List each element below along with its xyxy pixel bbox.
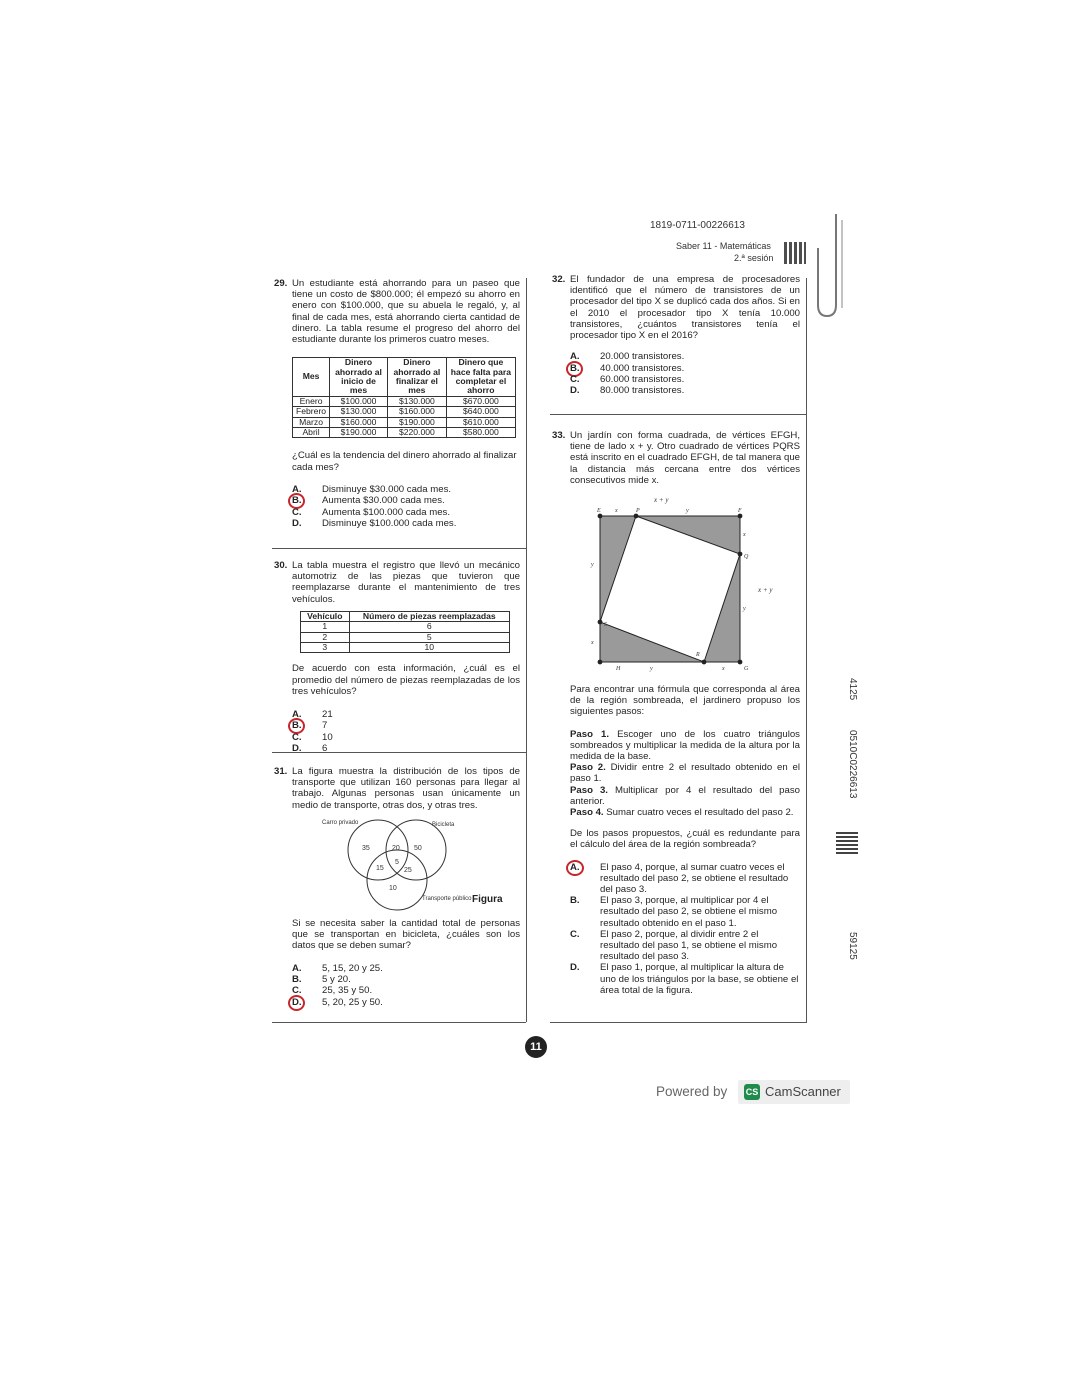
step-item: Paso 4. Sumar cuatro veces el resultado del paso 2.	[570, 807, 794, 819]
step-item: Paso 1. Escoger uno de los cuatro triángulos sombreados y multiplicar la medida de la altura por la medida de la base.	[570, 728, 800, 763]
divider-29-30	[272, 548, 526, 549]
subject-label: Saber 11 - Matemáticas	[676, 241, 771, 251]
table-cell: $610.000	[446, 417, 515, 427]
vertex-label-g: G	[744, 666, 749, 672]
parts-table	[300, 611, 510, 654]
table-header: Vehículo	[301, 611, 350, 621]
venn-label-public: Transporte público	[422, 896, 472, 902]
camscanner-logo-text: CS	[745, 1087, 759, 1097]
step-item: Paso 2. Dividir entre 2 el resultado obtenido en el paso 1.	[570, 762, 800, 785]
option-d[interactable]: D. 6	[292, 743, 328, 755]
question-number: 32.	[552, 274, 566, 285]
powered-by-label: Powered by	[656, 1084, 728, 1099]
table-cell: Febrero	[293, 407, 330, 417]
question-number: 30.	[274, 560, 288, 571]
side-code-bottom: 59125	[847, 932, 858, 960]
page-number-label: 11	[530, 1041, 542, 1053]
question-30	[274, 560, 520, 755]
table-cell: $190.000	[387, 417, 446, 427]
options-list	[570, 862, 800, 996]
left-column-border	[526, 278, 527, 1022]
vertex-label-e: E	[597, 508, 601, 514]
question-number: 33.	[552, 430, 566, 441]
table-cell: $220.000	[387, 428, 446, 438]
divider-bottom-right	[550, 1022, 806, 1023]
option-a[interactable]: A. 5, 15, 20 y 25.	[292, 962, 383, 974]
options-list	[570, 351, 800, 397]
square-garden-figure	[584, 492, 784, 676]
option-b[interactable]: B. 5 y 20.	[292, 974, 351, 985]
header-qr-icon	[784, 242, 806, 264]
vertex-dot	[634, 514, 639, 519]
question-text: El fundador de una empresa de procesadores identificó que el número de transistores de un procesador del tipo X se duplicó cada dos años. Si en el 2010 el procesador tipo X tenía 10.000 transistores, ¿cuántos transistores tenía el procesador tipo X en el 2016?	[570, 274, 800, 342]
option-d[interactable]: D. 5, 20, 25 y 50.	[292, 997, 520, 1008]
vertex-dot	[738, 514, 743, 519]
segment-label-x: x	[615, 508, 618, 514]
segment-label-x: x	[743, 532, 746, 538]
vertex-label-r: R	[696, 652, 700, 658]
venn-value: 15	[376, 865, 384, 872]
segment-label-y: y	[743, 606, 746, 612]
venn-value: 20	[392, 845, 400, 852]
question-33	[552, 430, 800, 486]
venn-value: 10	[389, 885, 397, 892]
table-cell: 6	[349, 622, 509, 632]
option-a[interactable]: A. 21	[292, 709, 333, 721]
venn-value: 5	[395, 859, 399, 866]
option-d[interactable]: D. Disminuye $100.000 cada mes.	[292, 518, 457, 530]
option-a[interactable]: A. Disminuye $30.000 cada mes.	[292, 483, 452, 495]
table-cell: 5	[349, 632, 509, 642]
question-number: 31.	[274, 766, 288, 777]
figure-label: Figura	[472, 894, 503, 905]
vertex-label-s: S	[604, 622, 607, 628]
side-code-top: 4125	[847, 678, 858, 701]
table-cell: $130.000	[387, 396, 446, 406]
option-c[interactable]: C. 10	[292, 731, 333, 743]
venn-diagram	[318, 814, 518, 918]
question-text: La tabla muestra el registro que llevó un mecánico automotriz de las piezas que tuvieron que reemplazarse durante el mantenimiento de tres vehículos.	[292, 560, 520, 605]
camscanner-badge	[738, 1080, 850, 1104]
option-b[interactable]: B. Aumenta $30.000 cada mes.	[292, 495, 520, 506]
steps-list	[570, 729, 800, 819]
table-cell: $670.000	[446, 396, 515, 406]
question-text: Un estudiante está ahorrando para un paseo que tiene un costo de $800.000; él empezó su ahorro en enero con $100.000, que su abuela le regaló, y, al final de cada mes, está ahorrando cierta cantidad de dinero. La tabla resume el progreso del ahorro del estudiante durante los primeros cuatro meses.	[292, 278, 520, 346]
option-c[interactable]: C. El paso 2, porque, al dividir entre 2 el resultado del paso 1, se obtiene el mismo resultado del paso 3.	[570, 928, 778, 963]
option-b[interactable]: B. 40.000 transistores.	[570, 363, 800, 374]
vertex-dot	[738, 552, 743, 557]
table-cell: $160.000	[387, 407, 446, 417]
table-cell: $640.000	[446, 407, 515, 417]
option-c[interactable]: C. Aumenta $100.000 cada mes.	[292, 506, 451, 518]
table-cell: 3	[301, 643, 350, 653]
table-cell: $100.000	[330, 396, 388, 406]
question-number: 29.	[274, 278, 288, 289]
vertex-label-p: P	[636, 508, 640, 514]
question-text: La figura muestra la distribución de los tipos de transporte que utilizan 160 personas para llegar al trabajo. Algunas personas usan únicamente un medio de transporte, otras dos, y otras tres.	[292, 766, 520, 811]
table-header: Dinero que hace falta para completar el ahorro	[446, 358, 515, 397]
table-cell: Enero	[293, 396, 330, 406]
table-row	[293, 428, 516, 438]
question-prompt: Si se necesita saber la cantidad total de personas que se transportan en bicicleta, ¿cuáles son los datos que se deben sumar?	[292, 918, 520, 952]
venn-value: 35	[362, 845, 370, 852]
table-cell: Abril	[293, 428, 330, 438]
venn-label-car: Carro privado	[322, 820, 359, 826]
divider-32-33	[550, 414, 806, 415]
option-c[interactable]: C. 25, 35 y 50.	[292, 985, 373, 997]
venn-value: 25	[404, 867, 412, 874]
options-list	[292, 963, 520, 1009]
table-cell: $580.000	[446, 428, 515, 438]
segment-label-x: x	[591, 640, 594, 646]
table-cell: 2	[301, 632, 350, 642]
option-d[interactable]: D. 80.000 transistores.	[570, 385, 685, 397]
vertex-dot	[598, 660, 603, 665]
table-header: Número de piezas reemplazadas	[349, 611, 509, 621]
segment-label-y: y	[686, 508, 689, 514]
venn-label-bike: Bicicleta	[432, 822, 455, 828]
selected-answer-mark	[288, 995, 305, 1011]
right-column-border	[806, 278, 807, 1023]
table-row	[293, 417, 516, 427]
vertex-dot	[738, 660, 743, 665]
page-number	[525, 1036, 547, 1058]
option-d[interactable]: D. El paso 1, porque, al multiplicar la altura de uno de los triángulos por la base, se obtiene el área total de la figura.	[570, 962, 799, 996]
camscanner-logo-icon	[744, 1084, 760, 1100]
vertex-label-q: Q	[744, 554, 749, 560]
table-cell: 10	[349, 643, 509, 653]
table-row	[293, 396, 516, 406]
table-row	[301, 643, 510, 653]
question-prompt: De los pasos propuestos, ¿cuál es redundante para el cálculo del área de la región sombreada?	[570, 828, 800, 851]
question-29	[274, 278, 520, 530]
figure-right-label: x + y	[758, 586, 773, 594]
vertex-dot	[598, 514, 603, 519]
table-header: Mes	[293, 358, 330, 397]
paperclip-icon	[812, 210, 848, 320]
steps-intro: Para encontrar una fórmula que corresponda al área de la región sombreada, el jardinero propuso los siguientes pasos:	[570, 684, 800, 718]
segment-label-y: y	[650, 666, 653, 672]
question-prompt: De acuerdo con esta información, ¿cuál es el promedio del número de piezas reemplazadas de los tres vehículos?	[292, 663, 520, 697]
options-list	[292, 484, 520, 530]
question-33-steps-block	[570, 684, 800, 996]
figure-top-label: x + y	[654, 496, 669, 504]
question-text: Un jardín con forma cuadrada, de vértices EFGH, tiene de lado x + y. Otro cuadrado de vértices PQRS está inscrito en el cuadrado EFGH, de tal manera que la distancia más cercana entre dos vértices consecutivos mide x.	[570, 430, 800, 486]
table-cell: $160.000	[330, 417, 388, 427]
venn-value: 50	[414, 845, 422, 852]
table-cell: $190.000	[330, 428, 388, 438]
document-code: 1819-0711-00226613	[650, 220, 745, 231]
option-b[interactable]: B. 7	[292, 720, 520, 731]
table-row	[301, 622, 510, 632]
segment-label-y: y	[591, 562, 594, 568]
segment-label-x: x	[722, 666, 725, 672]
selected-answer-mark	[566, 860, 584, 876]
savings-table	[292, 357, 516, 438]
vertex-dot	[702, 660, 707, 665]
question-31-prompt-block	[292, 918, 520, 1008]
table-cell: Marzo	[293, 417, 330, 427]
table-row	[293, 407, 516, 417]
question-32	[552, 274, 800, 397]
options-list	[292, 709, 520, 755]
table-header: Dinero ahorrado al inicio de mes	[330, 358, 388, 397]
question-prompt: ¿Cuál es la tendencia del dinero ahorrado al finalizar cada mes?	[292, 450, 517, 473]
table-header: Dinero ahorrado al finalizar el mes	[387, 358, 446, 397]
vertex-label-h: H	[616, 666, 621, 672]
step-item: Paso 3. Multiplicar por 4 el resultado del paso anterior.	[570, 784, 800, 807]
option-a[interactable]: A. El paso 4, porque, al sumar cuatro veces el resultado del paso 2, se obtiene el resultado del paso 3.	[570, 862, 800, 896]
divider-bottom-left	[272, 1022, 526, 1023]
option-c[interactable]: C. 60.000 transistores.	[570, 374, 685, 385]
side-qr-icon	[836, 832, 858, 854]
session-label: 2.ª sesión	[734, 253, 774, 263]
table-cell: 1	[301, 622, 350, 632]
camscanner-brand: CamScanner	[765, 1084, 841, 1099]
table-cell: $130.000	[330, 407, 388, 417]
table-row	[301, 632, 510, 642]
vertex-label-f: F	[738, 508, 742, 514]
side-code-mid: 0510C0226613	[847, 730, 858, 799]
option-a[interactable]: A. 20.000 transistores.	[570, 351, 685, 363]
vertex-dot	[598, 620, 603, 625]
option-b[interactable]: B. El paso 3, porque, al multiplicar por 4 el resultado del paso 2, se obtiene el mismo resultado obtenido en el paso 1.	[570, 895, 778, 929]
question-31	[274, 766, 520, 811]
